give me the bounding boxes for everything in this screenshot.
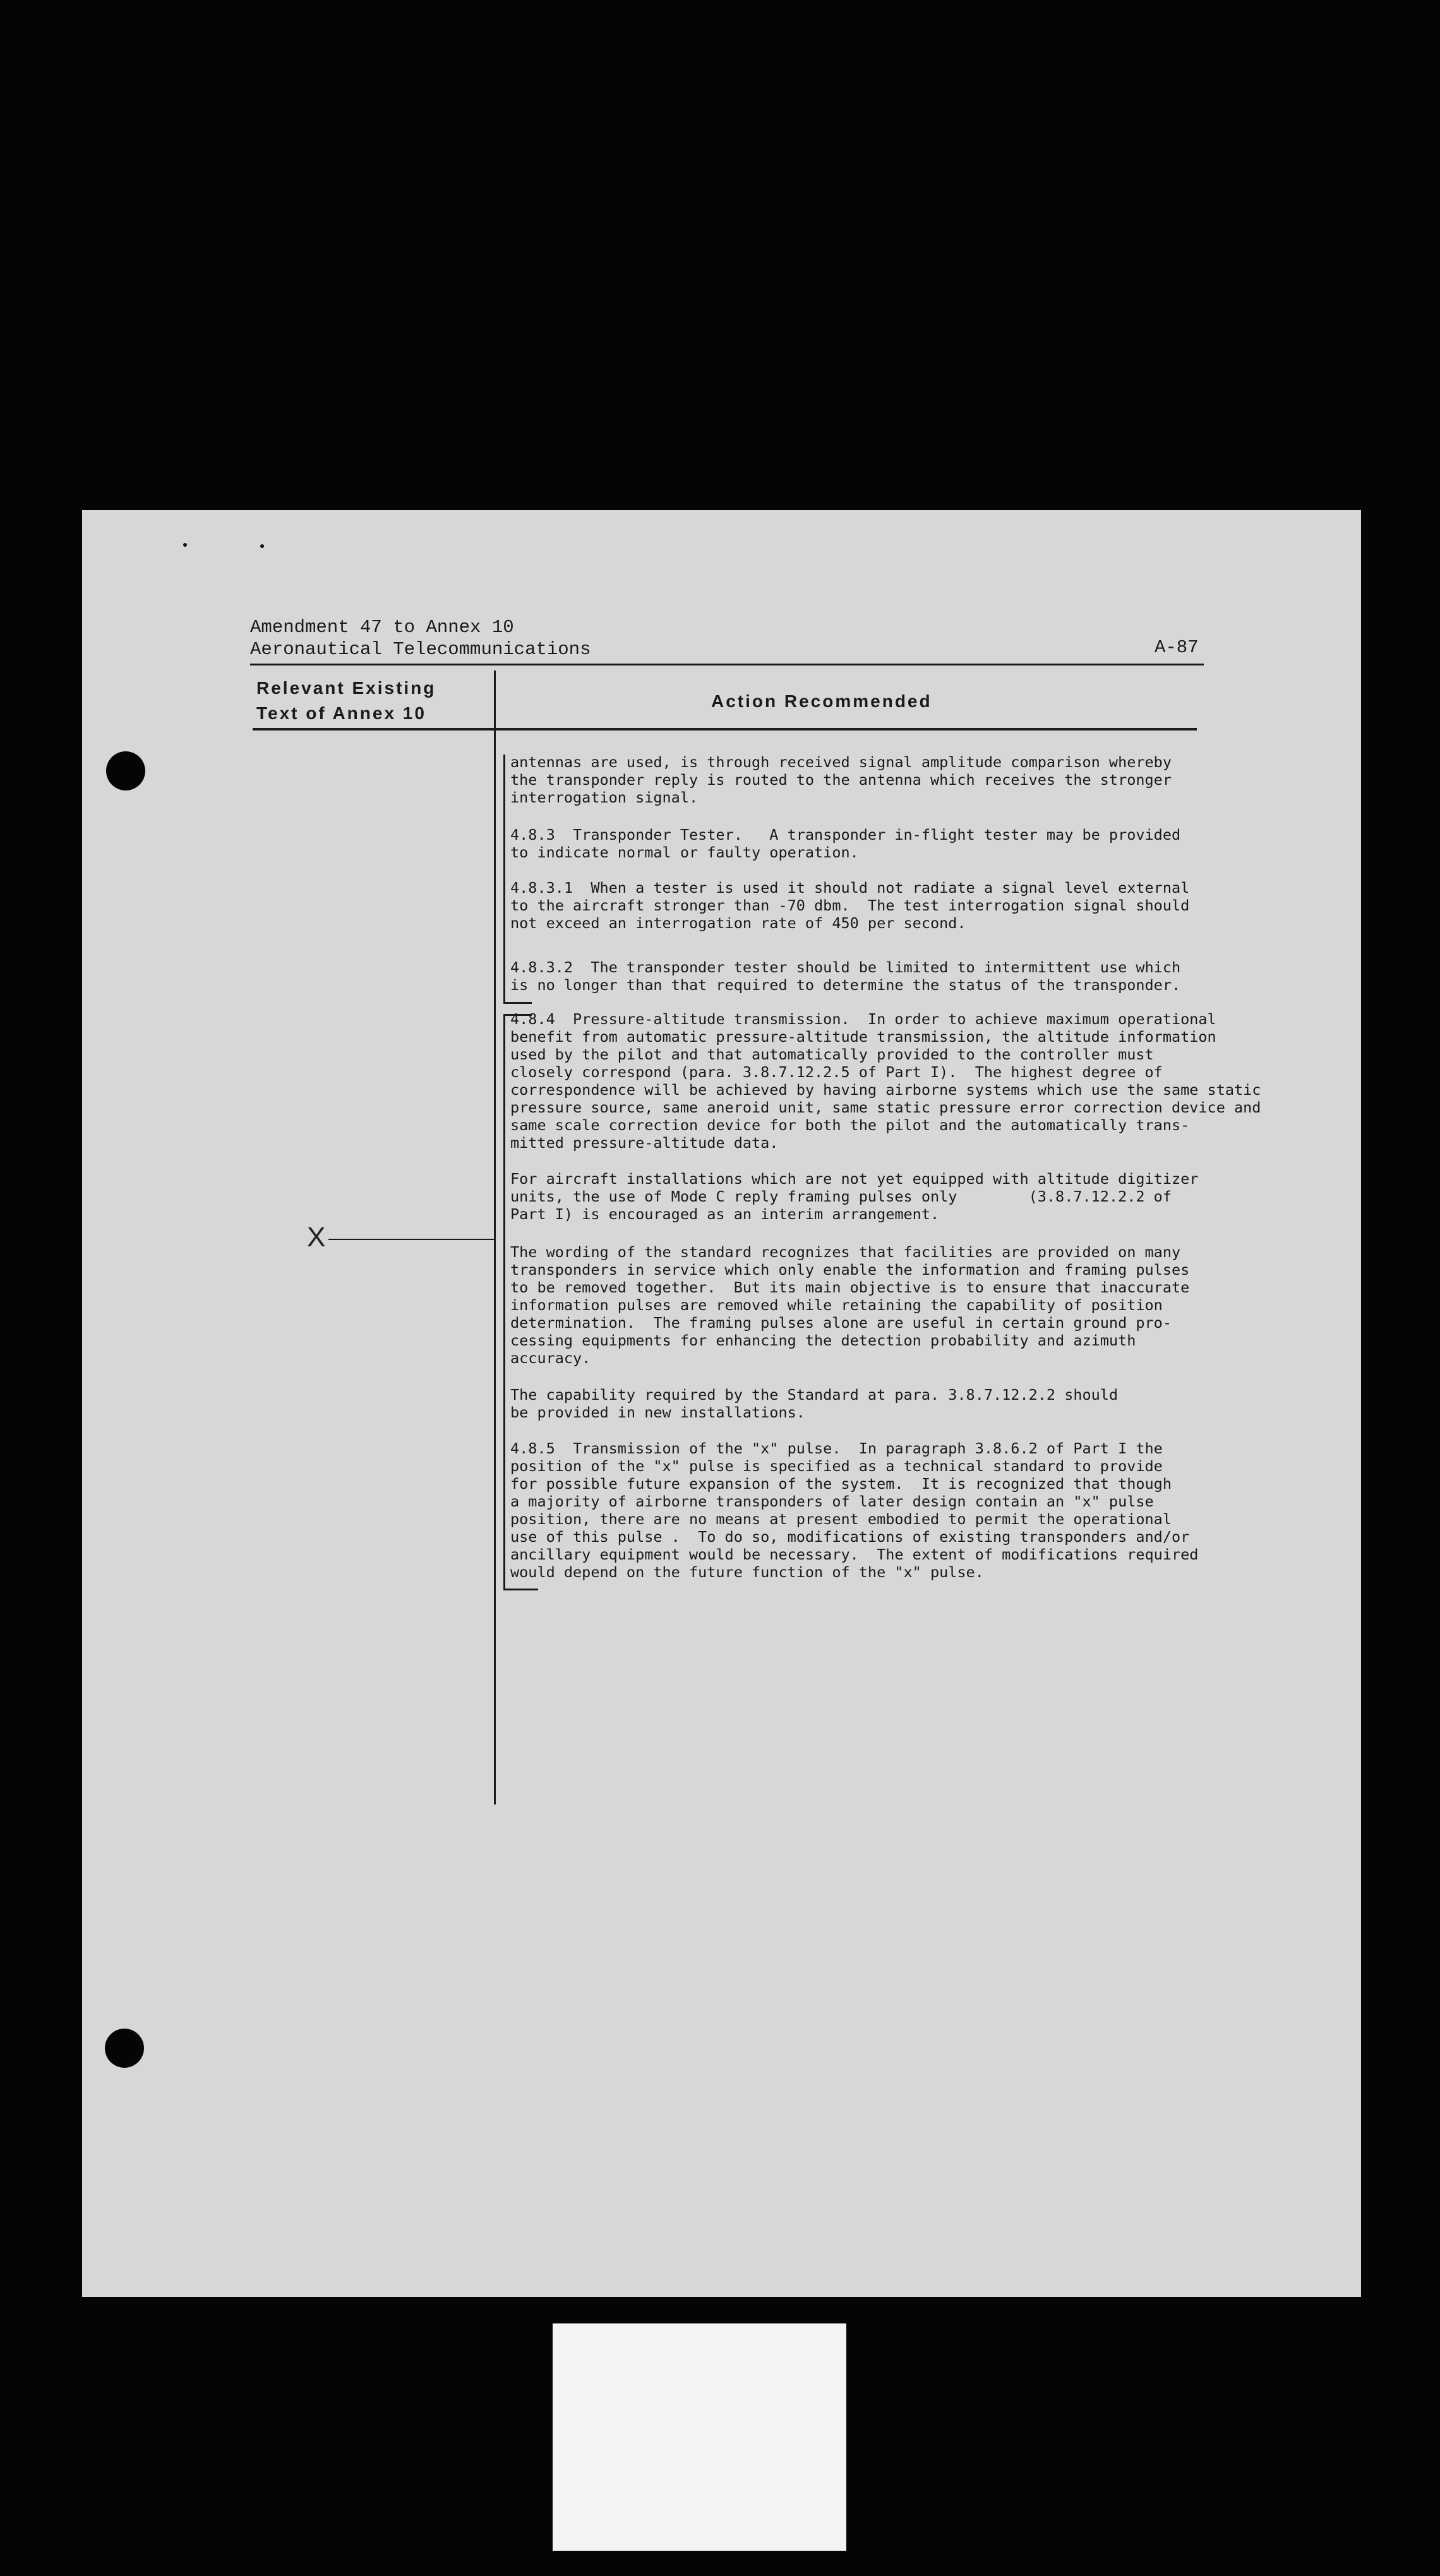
margin-x-mark: X	[307, 1222, 326, 1253]
column-divider	[494, 671, 496, 1804]
column-header-rule	[253, 728, 1197, 730]
left-column-title: Relevant Existing Text of Annex 10	[256, 678, 436, 723]
page-number: A-87	[1155, 637, 1199, 658]
header-amendment: Amendment 47 to Annex 10	[250, 617, 514, 638]
change-bracket-foot	[503, 1002, 532, 1004]
paragraph-standard-wording: The wording of the standard recognizes that facilities are provided on many transponders in service which only enable the information and framing pulses to be removed together. But its main objective is to ensure that inaccurate information pulses are removed while retaining the capability of position determination. The framing pulses alone are useful in certain ground pro- cessing equipments for enhancing the detection probability and azimuth accuracy.	[510, 1243, 1190, 1367]
scan-target-card	[553, 2323, 846, 2551]
paragraph-4-8-3-1: 4.8.3.1 When a tester is used it should not radiate a signal level external to the aircraft stronger than -70 dbm. The test interrogation signal should not exceed an interrogation rate of 450 per second.	[510, 879, 1190, 932]
paragraph-altitude-digitizer: For aircraft installations which are not yet equipped with altitude digitizer units, the use of Mode C reply framing pulses only (3.8.7.12.2.2 of Part I) is encouraged as an interim arrangement.	[510, 1170, 1199, 1223]
punch-hole-top	[106, 751, 145, 790]
change-bracket-foot	[503, 1589, 538, 1590]
margin-x-leader	[328, 1239, 494, 1240]
paragraph-4-8-4: 4.8.4 Pressure-altitude transmission. In order to achieve maximum operational benefit from automatic pressure-altitude transmission, the altitude information used by the pilot and that automatically provided to the controller must closely correspond (para. 3.8.7.12.2.5 of Part I). The highest degree of correspondence will be achieved by having airborne systems which use the same static pressure source, same aneroid unit, same static pressure error correction device and same scale correction device for both the pilot and the automatically trans- mitted pressure-altitude data.	[510, 1010, 1261, 1152]
change-bracket	[503, 1014, 505, 1590]
paragraph-capability: The capability required by the Standard at para. 3.8.7.12.2.2 should be provided in new installations.	[510, 1386, 1119, 1421]
paragraph-4-8-3: 4.8.3 Transponder Tester. A transponder in-flight tester may be provided to indicate normal or faulty operation.	[510, 826, 1181, 861]
header-rule	[250, 664, 1204, 665]
paragraph-4-8-5: 4.8.5 Transmission of the "x" pulse. In paragraph 3.8.6.2 of Part I the position of the "x" pulse is specified as a technical standard to provide for possible future expansion of the system. It is recognized that though a majority of airborne transponders of later design contain an "x" pulse position, there are no means at present embodied to permit the operational use of this pulse . To do so, modifications of existing transponders and/or ancillary equipment would be necessary. The extent of modifications required would depend on the future function of the "x" pulse.	[510, 1440, 1199, 1581]
punch-hole-bottom	[105, 2029, 144, 2068]
change-bracket	[503, 754, 505, 1003]
dust-speck	[183, 543, 187, 547]
dust-speck	[260, 544, 264, 548]
header-subject: Aeronautical Telecommunications	[250, 639, 591, 660]
right-column-title: Action Recommended	[711, 691, 932, 711]
paragraph-4-8-3-2: 4.8.3.2 The transponder tester should be limited to intermittent use which is no longer than that required to determine the status of the transponder.	[510, 958, 1181, 994]
paragraph-antennas: antennas are used, is through received signal amplitude comparison whereby the transponder reply is routed to the antenna which receives the stronger interrogation signal.	[510, 753, 1172, 806]
